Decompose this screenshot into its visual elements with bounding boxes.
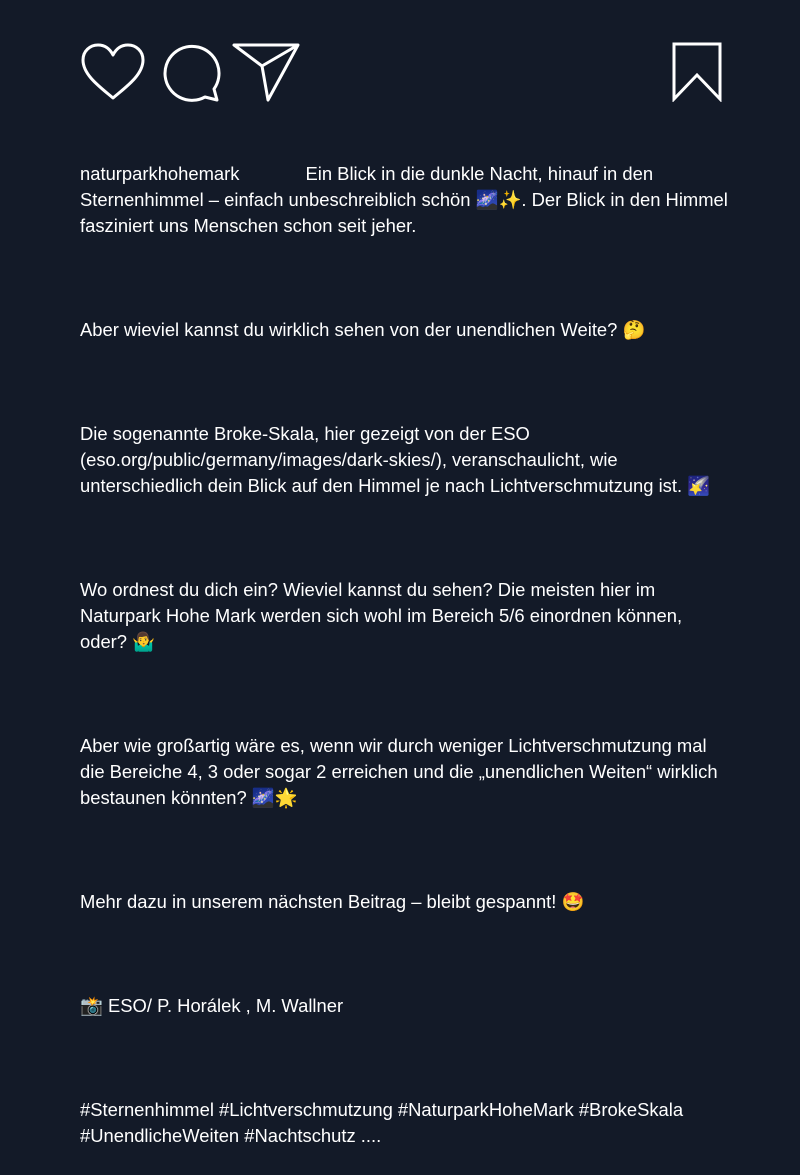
caption-paragraph: Aber wie großartig wäre es, wenn wir durch weniger Lichtverschmutzung mal die Bereiche 4, 3 oder sogar 2 erreichen und die „unendlichen Weiten“ wirklich bestaunen könnten? 🌌🌟	[80, 735, 723, 808]
caption-paragraph: Mehr dazu in unserem nächsten Beitrag – bleibt gespannt! 🤩	[80, 891, 585, 912]
photo-credit: 📸 ESO/ P. Horálek , M. Wallner	[80, 995, 344, 1016]
heart-icon[interactable]	[80, 42, 146, 102]
bookmark-icon[interactable]	[672, 42, 722, 102]
username-link[interactable]: naturparkhohemark	[80, 163, 240, 184]
caption-paragraph: Die sogenannte Broke-Skala, hier gezeigt von der ESO (eso.org/public/germany/images/dark-skies/), veranschaulicht, wie unterschiedlich dein Blick auf den Himmel je nach Lichtverschmutzung ist. 🌠	[80, 423, 711, 496]
post-caption	[80, 109, 733, 1175]
post-action-bar	[80, 42, 720, 102]
caption-paragraph	[80, 161, 733, 239]
caption-paragraph: Wo ordnest du dich ein? Wieviel kannst du sehen? Die meisten hier im Naturpark Hohe Mark werden sich wohl im Bereich 5/6 einordnen können, oder? 🤷‍♂️	[80, 579, 688, 652]
caption-text: Ein Blick in die dunkle Nacht, hinauf in den Sternenhimmel – einfach unbeschreiblich schön 🌌✨. Der Blick in den Himmel fasziniert uns Menschen schon seit jeher.	[80, 163, 733, 236]
caption-paragraph: Aber wieviel kannst du wirklich sehen von der unendlichen Weite? 🤔	[80, 319, 646, 340]
paper-plane-icon[interactable]	[232, 42, 300, 102]
hashtags: #Sternenhimmel #Lichtverschmutzung #NaturparkHoheMark #BrokeSkala #UnendlicheWeiten #Nachtschutz ....	[80, 1099, 689, 1146]
comment-bubble-icon[interactable]	[160, 42, 222, 102]
